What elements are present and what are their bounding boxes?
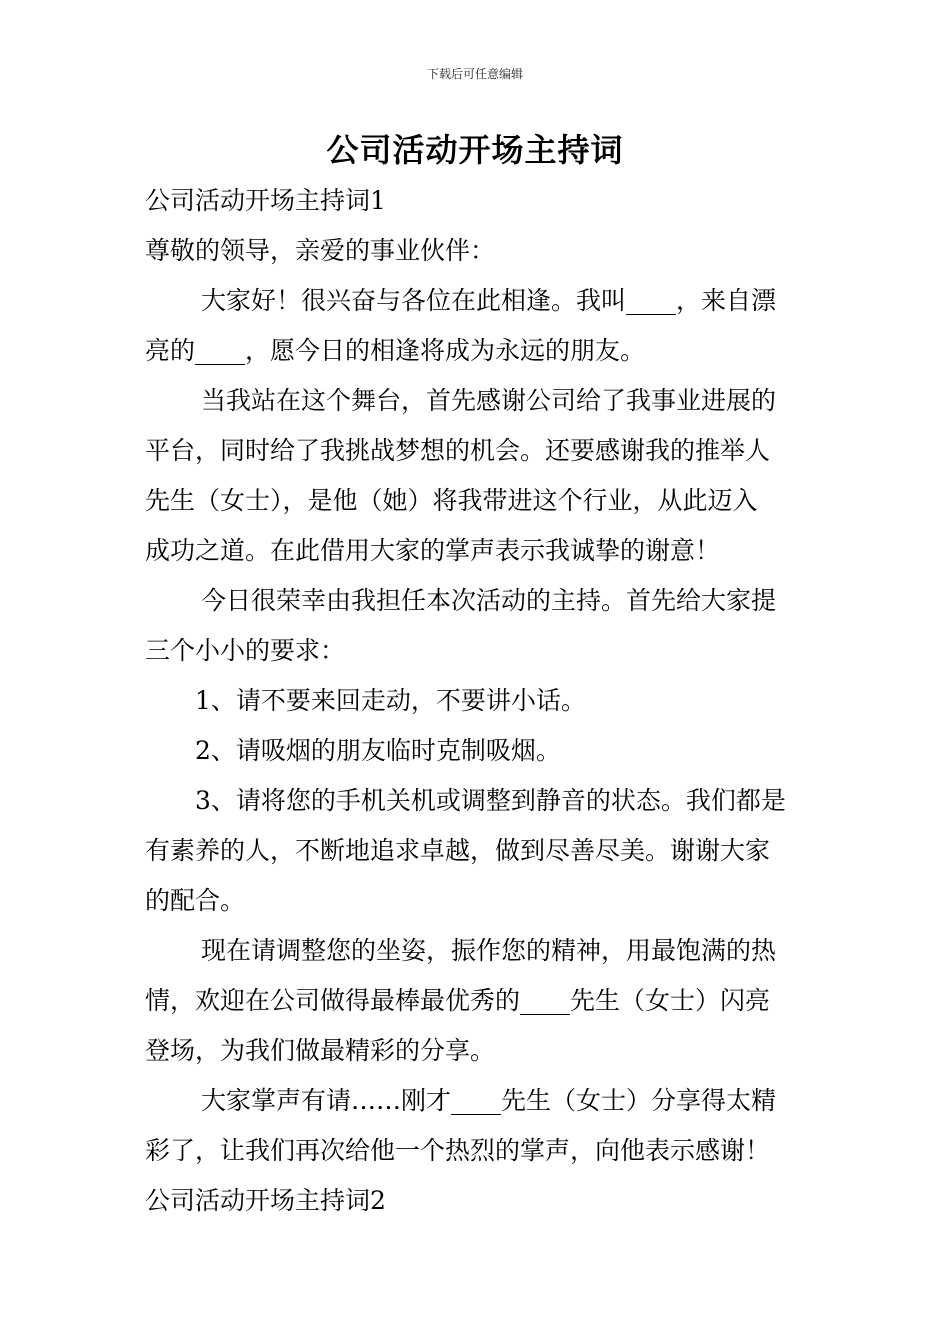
paragraph-line: 大家掌声有请……刚才____先生（女士）分享得太精 bbox=[201, 1086, 777, 1115]
paragraph-line: 三个小小的要求： bbox=[145, 636, 346, 665]
paragraph-line: 现在请调整您的坐姿，振作您的精神，用最饱满的热 bbox=[201, 936, 777, 965]
section-heading-2: 公司活动开场主持词2 bbox=[145, 1186, 386, 1215]
paragraph-line: 亮的____，愿今日的相逢将成为永远的朋友。 bbox=[145, 336, 646, 365]
header-note: 下载后可任意编辑 bbox=[426, 67, 523, 81]
salutation: 尊敬的领导，亲爱的事业伙伴： bbox=[145, 236, 496, 265]
paragraph-line: 有素养的人，不断地追求卓越，做到尽善尽美。谢谢大家 bbox=[145, 836, 771, 865]
paragraph-line: 今日很荣幸由我担任本次活动的主持。首先给大家提 bbox=[201, 586, 777, 615]
paragraph-line: 先生（女士），是他（她）将我带进这个行业，从此迈入 bbox=[145, 486, 758, 515]
list-item: 2、请吸烟的朋友临时克制吸烟。 bbox=[195, 736, 561, 765]
paragraph-line: 登场，为我们做最精彩的分享。 bbox=[145, 1036, 496, 1065]
paragraph-line: 成功之道。在此借用大家的掌声表示我诚挚的谢意！ bbox=[145, 536, 721, 565]
document-body bbox=[145, 176, 807, 1226]
document-title: 公司活动开场主持词 bbox=[326, 131, 624, 169]
paragraph-line: 大家好！很兴奋与各位在此相逢。我叫____，来自漂 bbox=[201, 286, 777, 315]
paragraph-line: 的配合。 bbox=[145, 886, 246, 915]
paragraph-line: 彩了，让我们再次给他一个热烈的掌声，向他表示感谢！ bbox=[145, 1136, 771, 1165]
paragraph-line: 平台，同时给了我挑战梦想的机会。还要感谢我的推举人 bbox=[145, 436, 771, 465]
section-heading-1: 公司活动开场主持词1 bbox=[145, 186, 386, 215]
list-item: 1、请不要来回走动，不要讲小话。 bbox=[195, 686, 586, 715]
paragraph-line: 当我站在这个舞台，首先感谢公司给了我事业进展的 bbox=[201, 386, 777, 415]
paragraph-line: 情，欢迎在公司做得最棒最优秀的____先生（女士）闪亮 bbox=[145, 986, 771, 1015]
list-item: 3、请将您的手机关机或调整到静音的状态。我们都是 bbox=[195, 786, 786, 815]
